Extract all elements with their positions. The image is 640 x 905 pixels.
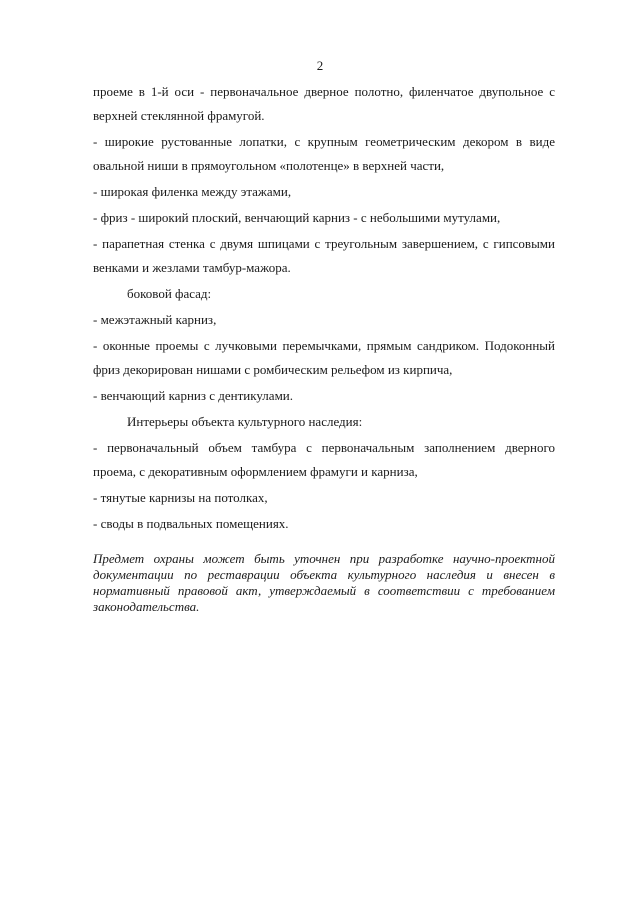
paragraph-frieze: - фриз - широкий плоский, венчающий карниз - с небольшими мутулами, xyxy=(93,210,501,225)
paragraph-panel-between-floors: - широкая филенка между этажами, xyxy=(93,184,292,199)
paragraph-drawn-cornices: - тянутые карнизы на потолках, xyxy=(93,490,268,505)
paragraph-rusticated-pilasters: - широкие рустованные лопатки, с крупным геометрическим декором в виде овальной ниши в прямоугольном «полотенце» в верхней части, xyxy=(93,134,555,173)
paragraph-parapet-wall: - парапетная стенка с двумя шпицами с треугольным завершением, с гипсовыми венками и жезлами тамбур-мажора. xyxy=(93,236,555,275)
paragraph-interfloor-cornice: - межэтажный карниз, xyxy=(93,312,217,327)
heading-side-facade: боковой фасад: xyxy=(127,286,212,301)
paragraph-window-openings: - оконные проемы с лучковыми перемычками, прямым сандриком. Подоконный фриз декорирован нишами с ромбическим рельефом из кирпича, xyxy=(93,338,555,377)
protection-subject-note: Предмет охраны может быть уточнен при разработке научно-проектной документации по реставрации объекта культурного наследия и внесен в нормативный правовой акт, утверждаемый в соответствии с требованием законодательства. xyxy=(93,551,555,614)
document-body xyxy=(93,80,555,538)
paragraph-basement-vaults: - своды в подвальных помещениях. xyxy=(93,516,289,531)
paragraph-crowning-cornice: - венчающий карниз с дентикулами. xyxy=(93,388,294,403)
heading-interiors: Интерьеры объекта культурного наследия: xyxy=(127,414,363,429)
paragraph-vestibule-volume: - первоначальный объем тамбура с первоначальным заполнением дверного проема, с декоративным оформлением фрамуги и карниза, xyxy=(93,440,555,479)
page-number: 2 xyxy=(316,58,324,73)
paragraph-entrance-door: проеме в 1-й оси - первоначальное дверное полотно, филенчатое двупольное с верхней стеклянной фрамугой. xyxy=(93,84,555,123)
